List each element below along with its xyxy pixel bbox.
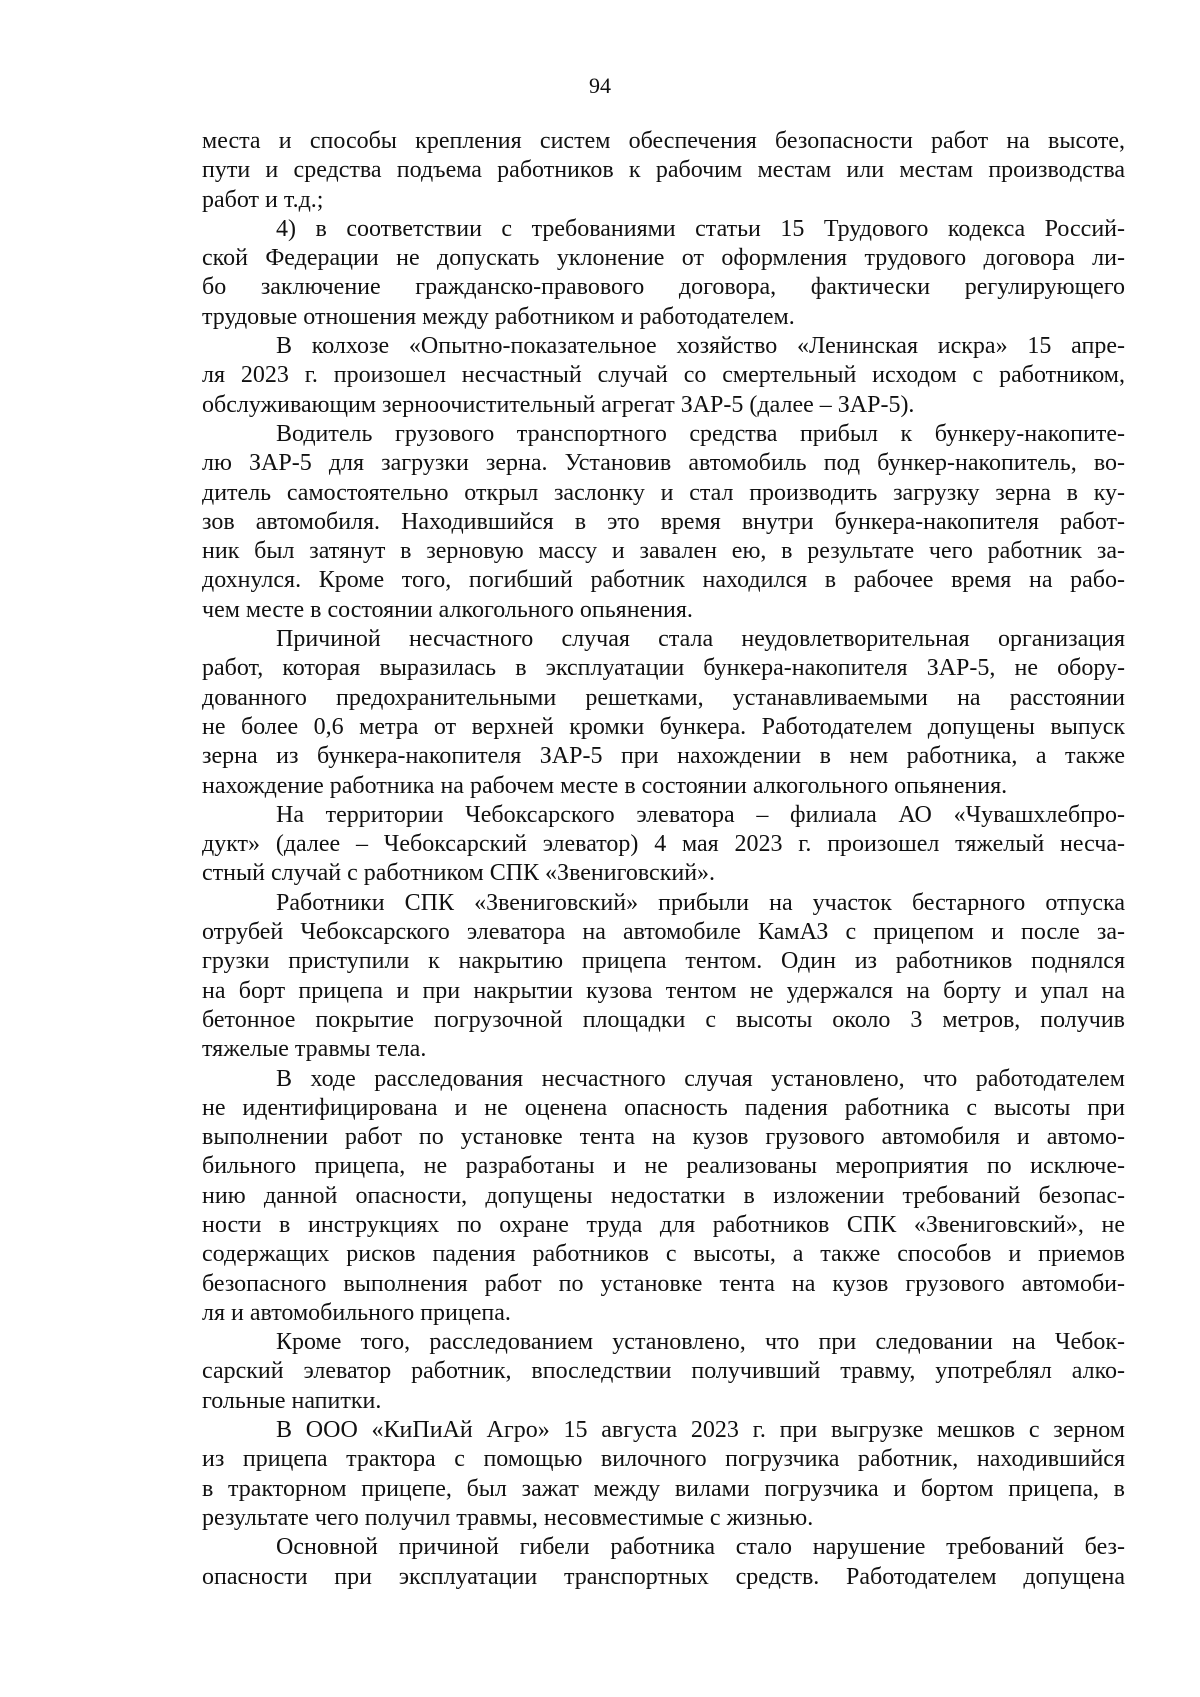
text-line: работ, которая выразилась в эксплуатации бункера-накопителя ЗАР-5, не обору- — [202, 655, 1125, 682]
text-line: безопасного выполнения работ по установке тента на кузов грузового автомоби- — [202, 1270, 1125, 1297]
text-line: сарский элеватор работник, впоследствии получивший травму, употреблял алко- — [202, 1358, 1125, 1385]
paragraph — [202, 1533, 1125, 1592]
text-line: нахождение работника на рабочем месте в состоянии алкогольного опьянения. — [202, 772, 1008, 799]
text-line: В ООО «КиПиАй Агро» 15 августа 2023 г. при выгрузке мешков с зерном — [276, 1417, 1125, 1444]
document-body — [202, 127, 1125, 1592]
text-line: Кроме того, расследованием установлено, что при следовании на Чебок- — [276, 1329, 1125, 1356]
text-line: ской Федерации не допускать уклонение от оформления трудового договора ли- — [202, 245, 1125, 272]
text-line: ности в инструкциях по охране труда для работников СПК «Звениговский», не — [202, 1211, 1125, 1238]
text-line: дукт» (далее – Чебоксарский элеватор) 4 мая 2023 г. произошел тяжелый несча- — [202, 831, 1125, 858]
text-line: трудовые отношения между работником и работодателем. — [202, 303, 795, 330]
text-line: В колхозе «Опытно-показательное хозяйство «Ленинская искра» 15 апре- — [276, 333, 1125, 360]
text-line: зов автомобиля. Находившийся в это время внутри бункера-накопителя работ- — [202, 508, 1125, 535]
text-line: результате чего получил травмы, несовместимые с жизнью. — [202, 1504, 814, 1531]
paragraph — [202, 127, 1125, 215]
text-line: лю ЗАР-5 для загрузки зерна. Установив автомобиль под бункер-накопитель, во- — [202, 450, 1125, 477]
text-line: ля и автомобильного прицепа. — [202, 1299, 511, 1326]
text-line: Причиной несчастного случая стала неудовлетворительная организация — [276, 626, 1125, 653]
text-line: бетонное покрытие погрузочной площадки с высоты около 3 метров, получив — [202, 1006, 1125, 1033]
paragraph — [202, 1416, 1125, 1533]
text-line: места и способы крепления систем обеспечения безопасности работ на высоте, — [202, 128, 1125, 154]
text-line: На территории Чебоксарского элеватора – филиала АО «Чувашхлебпро- — [276, 801, 1125, 828]
text-line: стный случай с работником СПК «Звениговский». — [202, 860, 716, 887]
text-line: бо заключение гражданско-правового договора, фактически регулирующего — [202, 274, 1125, 301]
paragraph — [202, 801, 1125, 889]
text-line: пути и средства подъема работников к рабочим местам или местам производства — [202, 157, 1125, 184]
paragraph — [202, 215, 1125, 332]
text-line: тяжелые травмы тела. — [202, 1036, 427, 1063]
text-line: ля 2023 г. произошел несчастный случай со смертельный исходом с работником, — [202, 362, 1125, 389]
text-line: нию данной опасности, допущены недостатки в изложении требований безопас- — [202, 1182, 1125, 1209]
text-line: Основной причиной гибели работника стало нарушение требований без- — [276, 1534, 1125, 1561]
text-line: из прицепа трактора с помощью вилочного погрузчика работник, находившийся — [202, 1446, 1125, 1473]
paragraph — [202, 420, 1125, 625]
page-number: 94 — [589, 73, 611, 98]
text-line: грузки приступили к накрытию прицепа тентом. Один из работников поднялся — [202, 948, 1125, 975]
text-line: дованного предохранительными решетками, устанавливаемыми на расстоянии — [202, 684, 1125, 711]
text-line: в тракторном прицепе, был зажат между вилами погрузчика и бортом прицепа, в — [202, 1475, 1125, 1502]
text-line: Водитель грузового транспортного средства прибыл к бункеру-накопите- — [276, 420, 1125, 447]
text-line: выполнении работ по установке тента на кузов грузового автомобиля и автомо- — [202, 1124, 1125, 1151]
paragraph — [202, 332, 1125, 420]
paragraph — [202, 889, 1125, 1065]
text-line: ник был затянут в зерновую массу и завален ею, в результате чего работник за- — [202, 538, 1125, 565]
text-line: отрубей Чебоксарского элеватора на автомобиле КамАЗ с прицепом и после за- — [202, 919, 1125, 946]
text-line: работ и т.д.; — [202, 186, 324, 213]
text-line: на борт прицепа и при накрытии кузова тентом не удержался на борту и упал на — [202, 977, 1125, 1004]
text-line: дохнулся. Кроме того, погибший работник находился в рабочее время на рабо- — [202, 567, 1125, 594]
text-line: гольные напитки. — [202, 1387, 382, 1414]
text-line: опасности при эксплуатации транспортных средств. Работодателем допущена — [202, 1563, 1125, 1590]
text-line: обслуживающим зерноочистительный агрегат ЗАР-5 (далее – ЗАР-5). — [202, 391, 915, 418]
text-line: 4) в соответствии с требованиями статьи 15 Трудового кодекса Россий- — [276, 215, 1125, 242]
text-line: Работники СПК «Звениговский» прибыли на участок бестарного отпуска — [276, 889, 1125, 916]
paragraph — [202, 1328, 1125, 1416]
text-line: зерна из бункера-накопителя ЗАР-5 при нахождении в нем работника, а также — [202, 743, 1125, 770]
text-line: чем месте в состоянии алкогольного опьянения. — [202, 596, 693, 623]
text-line: бильного прицепа, не разработаны и не реализованы мероприятия по исключе- — [202, 1153, 1125, 1180]
paragraph — [202, 625, 1125, 801]
text-line: не более 0,6 метра от верхней кромки бункера. Работодателем допущены выпуск — [202, 713, 1125, 740]
text-line: В ходе расследования несчастного случая установлено, что работодателем — [276, 1065, 1125, 1092]
text-line: не идентифицирована и не оценена опасность падения работника с высоты при — [202, 1094, 1125, 1121]
text-line: дитель самостоятельно открыл заслонку и стал производить загрузку зерна в ку- — [202, 479, 1125, 506]
paragraph — [202, 1065, 1125, 1329]
text-line: содержащих рисков падения работников с высоты, а также способов и приемов — [202, 1241, 1125, 1268]
